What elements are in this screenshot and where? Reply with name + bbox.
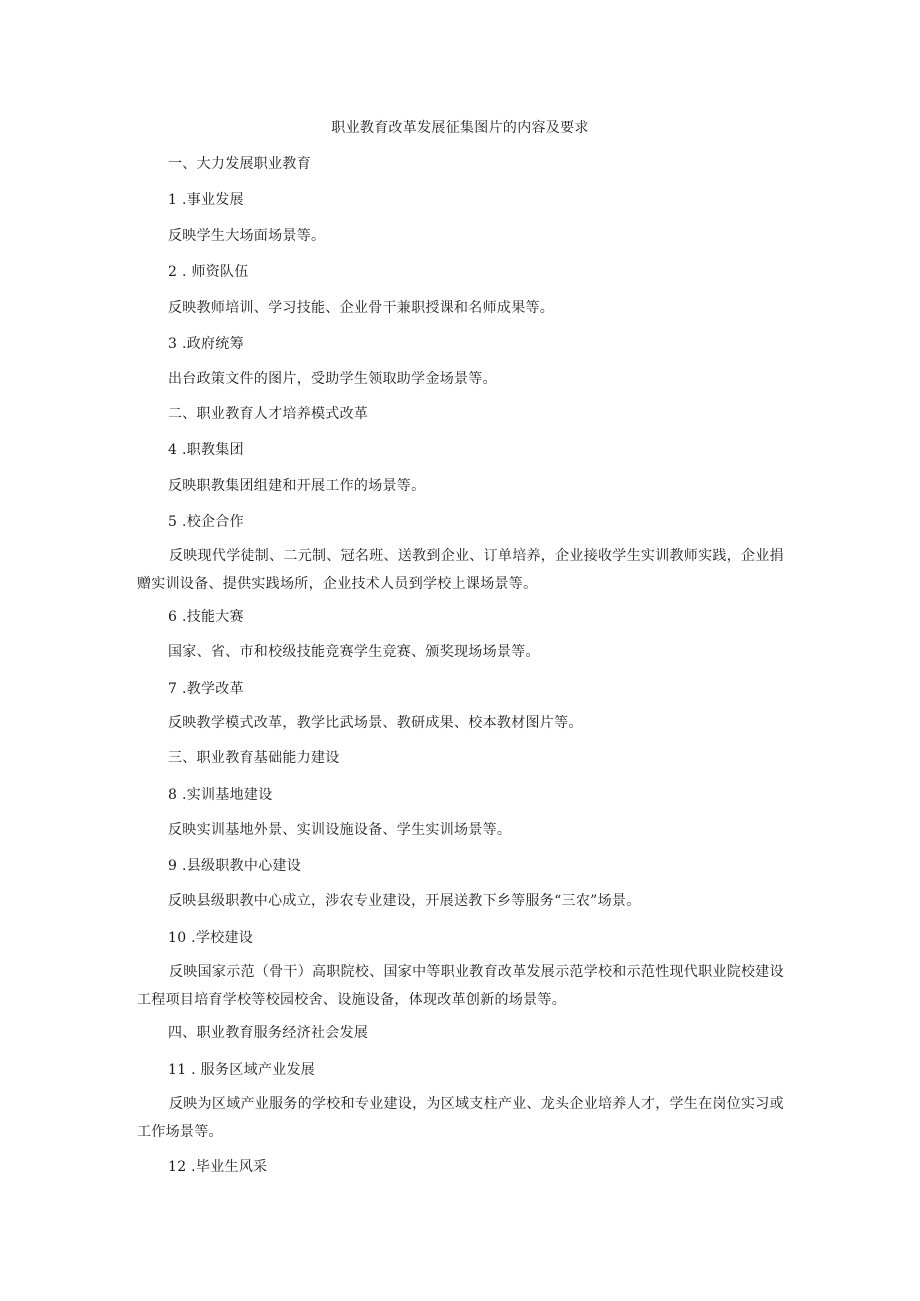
document-title: 职业教育改革发展征集图片的内容及要求: [331, 120, 589, 136]
item-text-6: 国家、省、市和校级技能竞赛学生竞赛、颁奖现场场景等。: [168, 644, 540, 660]
item-heading-8: 8 .实训基地建设: [168, 787, 273, 803]
item-heading-3: 3 .政府统筹: [168, 336, 244, 352]
item-text-7: 反映教学模式改革，教学比武场景、教研成果、校本教材图片等。: [168, 715, 583, 731]
item-heading-10: 10 .学校建设: [168, 930, 254, 946]
item-heading-7: 7 .教学改革: [168, 681, 244, 697]
item-heading-6: 6 .技能大赛: [168, 609, 244, 625]
section-heading-3: 三、职业教育基础能力建设: [168, 750, 340, 766]
item-text-9: 反映县级职教中心成立，涉农专业建设，开展送教下乡等服务“三农”场景。: [168, 893, 641, 909]
section-heading-2: 二、职业教育人才培养模式改革: [168, 406, 369, 422]
item-text-4: 反映职教集团组建和开展工作的场景等。: [168, 478, 426, 494]
item-text-3: 出台政策文件的图片，受助学生领取助学金场景等。: [168, 371, 497, 387]
section-heading-1: 一、大力发展职业教育: [168, 156, 311, 172]
item-text-11: 反映为区域产业服务的学校和专业建设，为区域支柱产业、龙头企业培养人才，学生在岗位实习或工作场景等。: [137, 1096, 784, 1140]
item-text-1: 反映学生大场面场景等。: [168, 228, 326, 244]
item-heading-12: 12 .毕业生风采: [168, 1159, 268, 1175]
item-heading-1: 1 .事业发展: [168, 192, 244, 208]
item-heading-9: 9 .县级职教中心建设: [168, 858, 302, 874]
item-heading-4: 4 .职教集团: [168, 442, 244, 458]
item-heading-5: 5 .校企合作: [168, 514, 244, 530]
item-text-8: 反映实训基地外景、实训设施设备、学生实训场景等。: [168, 822, 512, 838]
item-text-5: 反映现代学徒制、二元制、冠名班、送教到企业、订单培养，企业接收学生实训教师实践，企业捐赠实训设备、提供实践场所，企业技术人员到学校上课场景等。: [137, 548, 784, 592]
item-text-2: 反映教师培训、学习技能、企业骨干兼职授课和名师成果等。: [168, 300, 555, 316]
section-heading-4: 四、职业教育服务经济社会发展: [168, 1025, 369, 1041]
item-text-10: 反映国家示范（骨干）高职院校、国家中等职业教育改革发展示范学校和示范性现代职业院校建设工程项目培育学校等校园校舍、设施设备，体现改革创新的场景等。: [137, 964, 784, 1008]
item-heading-2: 2 . 师资队伍: [168, 264, 249, 280]
item-heading-11: 11 . 服务区域产业发展: [168, 1062, 316, 1078]
